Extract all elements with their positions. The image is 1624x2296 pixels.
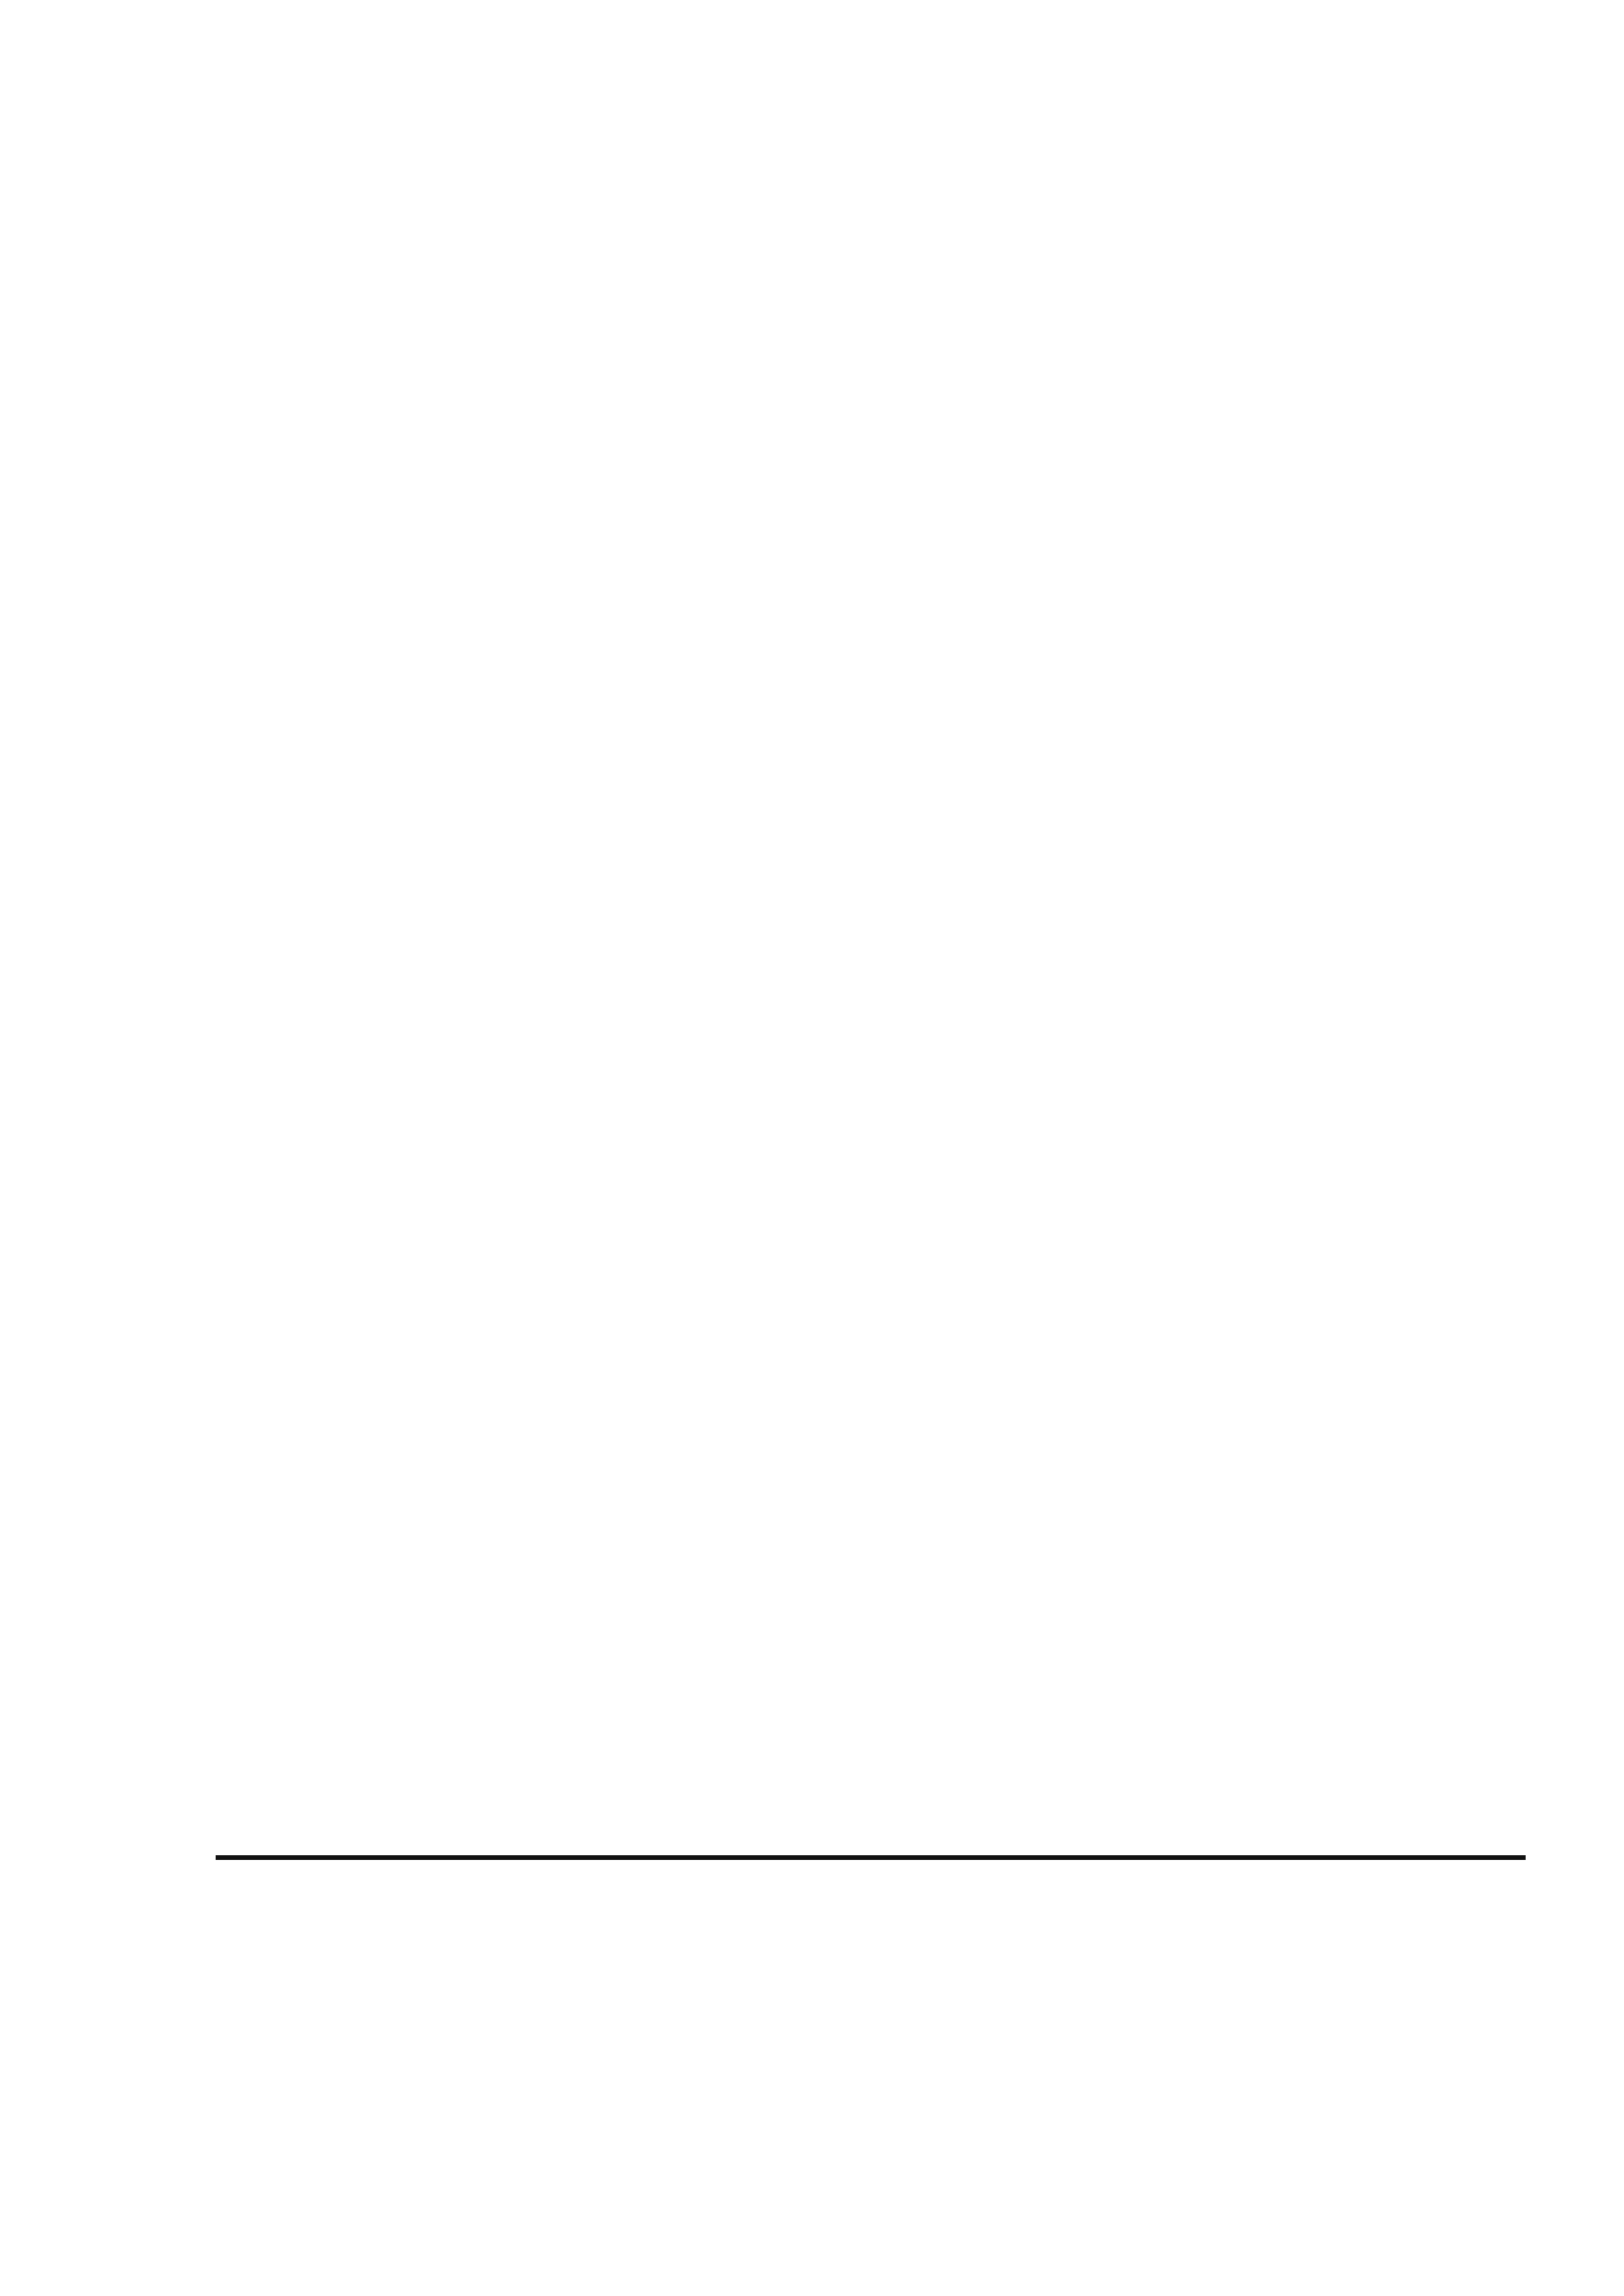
table-header-row [217, 1857, 1525, 1859]
matching-table [216, 1855, 1526, 1860]
header-example [871, 1857, 1525, 1859]
header-device [217, 1857, 871, 1859]
